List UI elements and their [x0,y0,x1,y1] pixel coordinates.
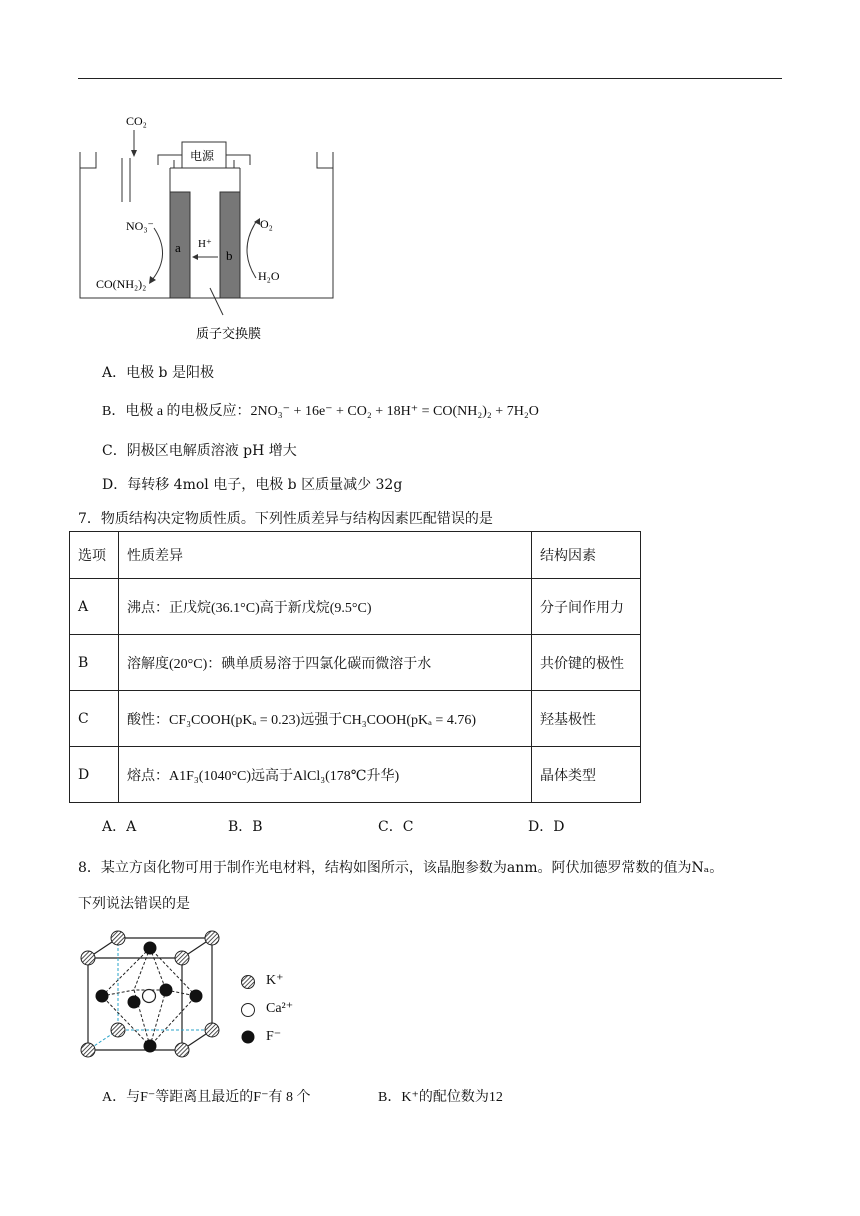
q6-option-d: D．每转移 4mol 电子，电极 b 区质量减少 32g [102,477,403,493]
electrolysis-diagram [78,110,350,342]
q6-option-a: A．电极 b 是阳极 [102,365,214,381]
svg-text:b: b [226,248,233,263]
q8-stem-line2: 下列说法错误的是 [78,896,190,912]
crystal-cell-diagram [78,928,228,1068]
svg-text:H⁺: H⁺ [198,238,212,250]
header-rule [78,78,782,79]
table-header-row [70,532,641,579]
q6-option-b: B．电极 a 的电极反应：2NO₃⁻ + 16e⁻ + CO₂ + 18H⁺ = CO(NH₂)₂ + 7H₂O [102,404,539,419]
table-row: A 沸点：正戊烷(36.1°C)高于新戊烷(9.5°C) 分子间作用力 [70,579,641,635]
svg-text:CO(NH₂)₂: CO(NH₂)₂ [96,277,147,291]
table-row: D 熔点：A1F₃(1040°C)远高于AlCl₃(178℃升华) 晶体类型 [70,747,641,803]
q8-option-b: B．K⁺的配位数为12 [378,1090,503,1105]
legend-f: F⁻ [266,1029,282,1044]
electrode-b [220,192,240,298]
svg-text:质子交换膜: 质子交换膜 [196,327,262,342]
svg-text:a: a [175,240,181,255]
table-row: B 溶解度(20°C)：碘单质易溶于四氯化碳而微溶于水 共价键的极性 [70,635,641,691]
power-label: 电源 [190,149,215,163]
svg-text:NO₃⁻: NO₃⁻ [126,219,154,233]
q8-stem-line1: 8．某立方卤化物可用于制作光电材料，结构如图所示，该晶胞参数为anm。阿伏加德罗常数的值为Nₐ。 [78,860,724,876]
q7-stem: 7．物质结构决定物质性质。下列性质差异与结构因素匹配错误的是 [78,511,493,527]
q8-option-a: A．与F⁻等距离且最近的F⁻有 8 个 [102,1090,311,1105]
header-structure: 结构因素 [532,532,641,579]
q7-answer-c: C．C [378,819,414,835]
header-option: 选项 [70,532,119,579]
legend-markers [238,972,258,1044]
q7-answer-d: D．D [528,819,565,835]
legend-k: K⁺ [266,973,284,988]
svg-text:H₂O: H₂O [258,269,280,283]
q7-table [69,531,641,803]
header-property: 性质差异 [119,532,532,579]
co2-label: CO₂ [126,114,147,128]
svg-text:O₂: O₂ [260,217,273,231]
q6-option-c: C．阴极区电解质溶液 pH 增大 [102,443,297,459]
table-row: C 酸性：CF₃COOH(pKₐ = 0.23)远强于CH₃COOH(pKₐ = 4.76) 羟基极性 [70,691,641,747]
q7-answer-a: A．A [102,819,137,835]
q7-answer-b: B．B [228,819,263,835]
legend-ca: Ca²⁺ [266,1001,294,1016]
